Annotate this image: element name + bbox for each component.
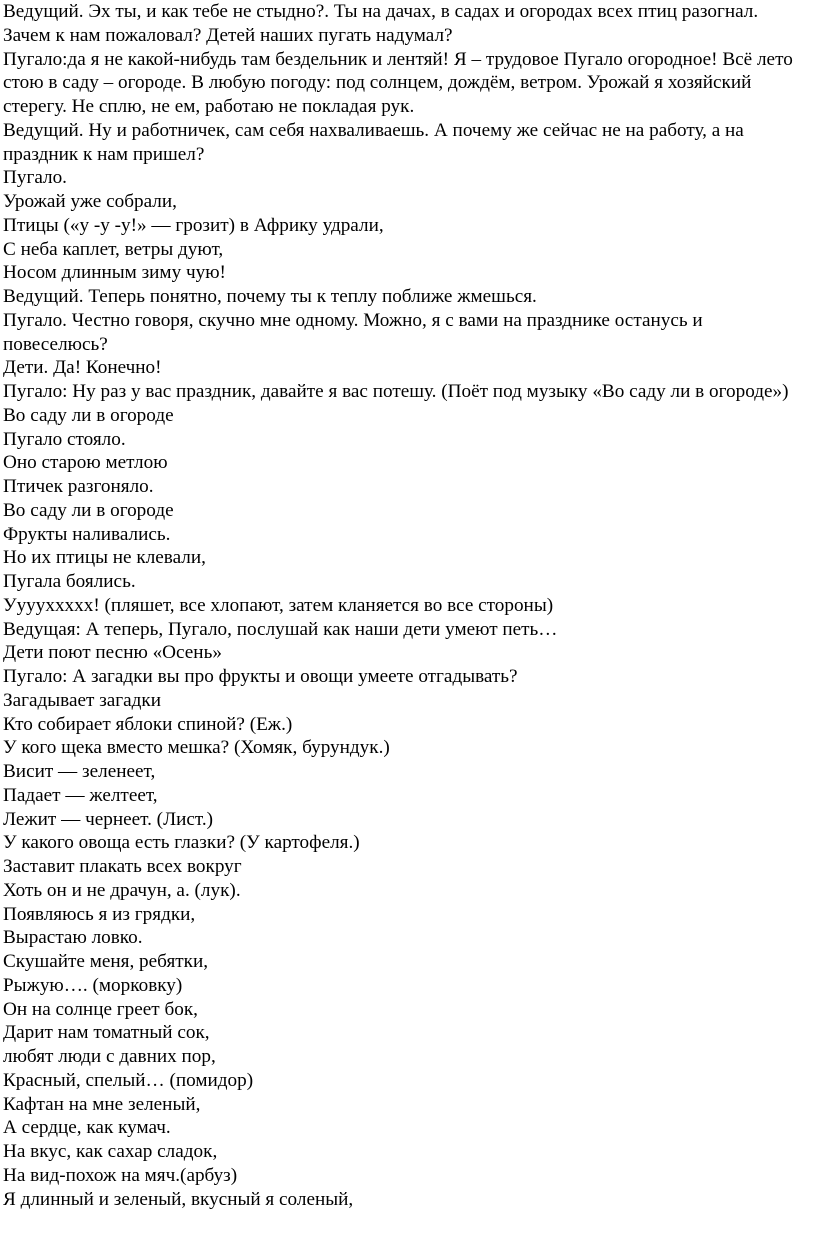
text-line-3: Ведущий. Ну и работничек, сам себя нахваливаешь. А почему же сейчас не на работу, а на праздник к нам пришел? [3, 119, 744, 165]
text-line-10: Пугало. Честно говоря, скучно мне одному. Можно, я с вами на празднике останусь и повеселюсь? [3, 309, 703, 355]
text-line-28: Висит — зеленеет, [3, 761, 156, 782]
text-line-34: Появляюсь я из грядки, [3, 903, 196, 925]
text-line-12: Пугало: Ну раз у вас праздник, давайте я вас потешу. (Поёт под музыку «Во саду ли в огороде») [3, 381, 789, 402]
text-line-37: Рыжую…. (морковку) [3, 974, 183, 996]
text-line-29: Падает — желтеет, [3, 784, 158, 806]
text-line-7: С неба каплет, ветры дуют, [3, 238, 224, 260]
text-line-11: Дети. Да! Конечно! [3, 357, 162, 379]
text-line-20: Пугала боялись. [3, 571, 136, 592]
text-line-36: Скушайте меня, ребятки, [3, 951, 209, 972]
text-line-19: Но их птицы не клевали, [3, 547, 206, 569]
text-line-46: Я длинный и зеленый, вкусный я соленый, [3, 1188, 354, 1210]
text-line-24: Пугало: А загадки вы про фрукты и овощи умеете отгадывать? [3, 666, 518, 687]
text-line-23: Дети поют песню «Осень» [3, 642, 222, 664]
text-line-5: Урожай уже собрали, [3, 191, 177, 212]
text-line-25: Загадывает загадки [3, 689, 162, 711]
text-line-14: Пугало стояло. [3, 428, 126, 450]
text-line-39: Дарит нам томатный сок, [3, 1022, 210, 1044]
text-line-27: У кого щека вместо мешка? (Хомяк, бурундук.) [3, 737, 390, 759]
text-line-38: Он на солнце греет бок, [3, 998, 198, 1020]
text-line-15: Оно старою метлою [3, 452, 168, 474]
text-line-9: Ведущий. Теперь понятно, почему ты к теплу поближе жмешься. [3, 286, 537, 307]
text-line-40: любят люди с давних пор, [3, 1046, 216, 1067]
text-line-44: На вкус, как сахар сладок, [3, 1141, 218, 1162]
text-line-41: Красный, спелый… (помидор) [3, 1069, 254, 1091]
text-line-32: Заставит плакать всех вокруг [3, 856, 242, 877]
text-line-45: На вид-похож на мяч.(арбуз) [3, 1164, 238, 1186]
text-line-31: У какого овоща есть глазки? (У картофеля.) [3, 832, 360, 854]
text-line-43: А сердце, как кумач. [3, 1117, 171, 1139]
text-line-18: Фрукты наливались. [3, 523, 171, 545]
text-line-21: Ууууххххх! (пляшет, все хлопают, затем кланяется во все стороны) [3, 594, 554, 616]
text-line-4: Пугало. [3, 167, 67, 189]
text-line-2: Пугало:да я не какой-нибудь там бездельник и лентяй! Я – трудовое Пугало огородное! Всё лето стою в саду – огороде. В любую погоду: под солнцем, дождём, ветром. Урожай я хозяйский стерегу. Не сплю, не ем, работаю не покладая рук. [3, 48, 793, 117]
text-line-35: Вырастаю ловко. [3, 927, 143, 949]
text-line-17: Во саду ли в огороде [3, 499, 174, 521]
text-line-6: Птицы («у -у -у!» — грозит) в Африку удрали, [3, 214, 384, 236]
text-line-1: Ведущий. Эх ты, и как тебе не стыдно?. Ты на дачах, в садах и огородах всех птиц разогнал. Зачем к нам пожаловал? Детей наших пугать надумал? [3, 1, 759, 46]
text-line-13: Во саду ли в огороде [3, 404, 174, 426]
text-line-33: Хоть он и не драчун, а. (лук). [3, 879, 241, 901]
text-line-22: Ведущая: А теперь, Пугало, послушай как наши дети умеют петь… [3, 618, 558, 640]
text-line-42: Кафтан на мне зеленый, [3, 1093, 201, 1115]
text-line-8: Носом длинным зиму чую! [3, 262, 226, 284]
text-line-30: Лежит — чернеет. (Лист.) [3, 808, 214, 830]
text-line-16: Птичек разгоняло. [3, 476, 154, 497]
text-line-26: Кто собирает яблоки спиной? (Еж.) [3, 713, 293, 735]
